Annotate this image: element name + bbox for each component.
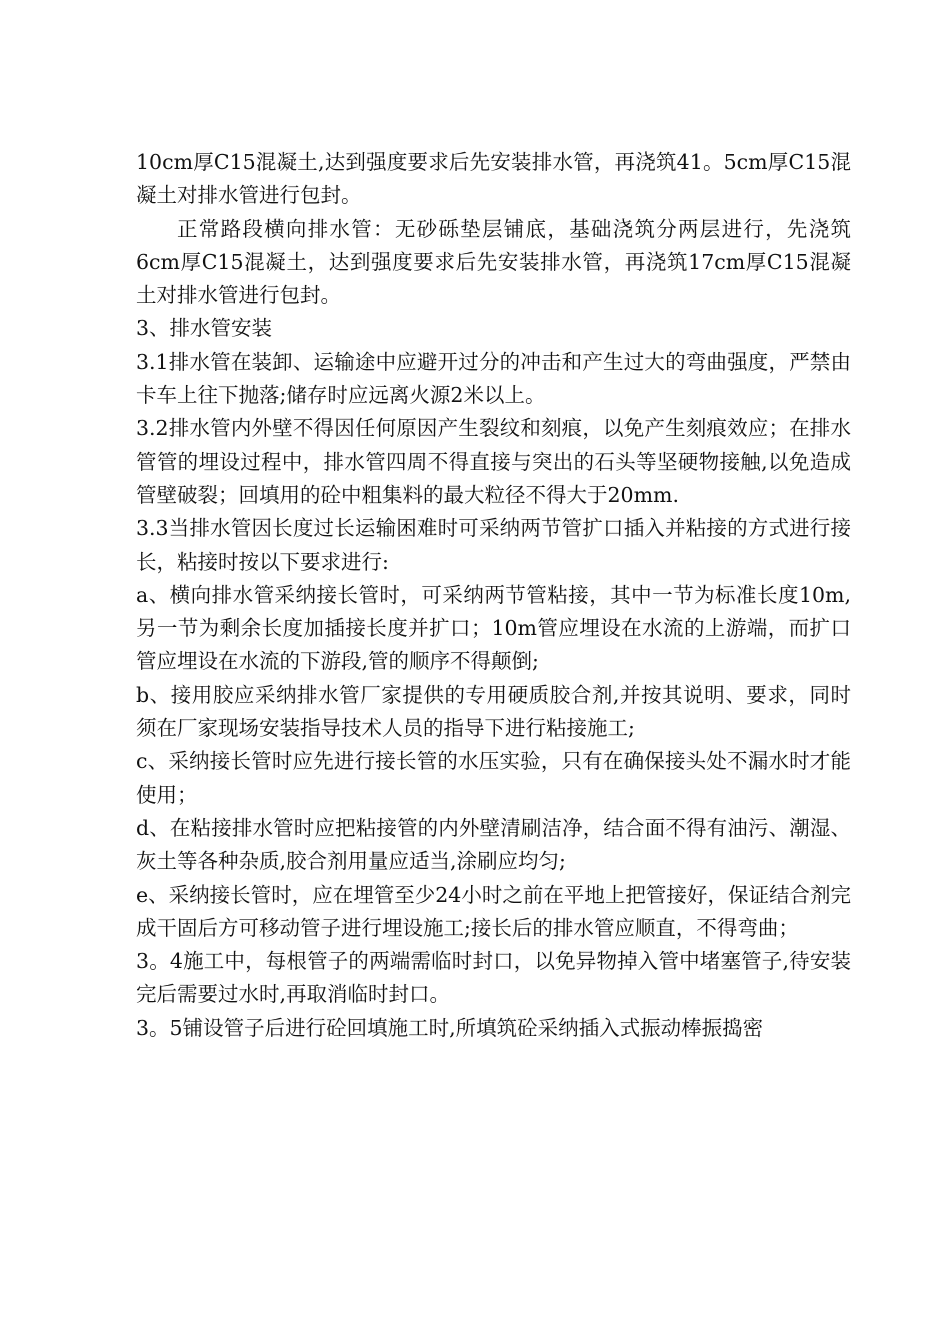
list-item-e: e、采纳接长管时，应在埋管至少24小时之前在平地上把管接好，保证结合剂完成干固后方可移动管子进行埋设施工;接长后的排水管应顺直，不得弯曲； xyxy=(136,882,851,940)
paragraph-1: 10cm厚C15混凝土,达到强度要求后先安装排水管，再浇筑41。5cm厚C15混凝土对排水管进行包封。 xyxy=(136,150,851,208)
section-heading-3: 3、排水管安装 xyxy=(136,316,273,341)
document-body xyxy=(136,146,851,1045)
paragraph-2: 正常路段横向排水管：无砂砾垫层铺底，基础浇筑分两层进行，先浇筑6cm厚C15混凝土，达到强度要求后先安装排水管，再浇筑17cm厚C15混凝土对排水管进行包封。 xyxy=(136,216,851,308)
list-item-d: d、在粘接排水管时应把粘接管的内外壁清刷洁净，结合面不得有油污、潮湿、灰土等各种杂质,胶合剂用量应适当,涂刷应均匀; xyxy=(136,815,851,874)
paragraph-3-5: 3。5铺设管子后进行砼回填施工时,所填筑砼采纳插入式振动棒振捣密 xyxy=(136,1015,764,1040)
list-item-c: c、采纳接长管时应先进行接长管的水压实验，只有在确保接头处不漏水时才能使用； xyxy=(136,749,851,807)
paragraph-3-3: 3.3当排水管因长度过长运输困难时可采纳两节管扩口插入并粘接的方式进行接长，粘接时按以下要求进行: xyxy=(136,516,851,574)
list-item-a: a、横向排水管采纳接长管时，可采纳两节管粘接，其中一节为标准长度10m,另一节为剩余长度加插接长度并扩口；10m管应埋设在水流的上游端，而扩口管应埋设在水流的下游段,管的顺序不得颠倒; xyxy=(136,582,851,674)
paragraph-3-4: 3。4施工中，每根管子的两端需临时封口，以免异物掉入管中堵塞管子,待安装完后需要过水时,再取消临时封口。 xyxy=(136,949,851,1007)
paragraph-3-2: 3.2排水管内外壁不得因任何原因产生裂纹和刻痕，以免产生刻痕效应；在排水管管的埋设过程中，排水管四周不得直接与突出的石头等坚硬物接触,以免造成管壁破裂；回填用的砼中粗集料的最大粒径不得大于20mm. xyxy=(136,416,851,507)
paragraph-3-1: 3.1排水管在装卸、运输途中应避开过分的冲击和产生过大的弯曲强度，严禁由卡车上往下抛落;储存时应远离火源2米以上。 xyxy=(136,349,851,408)
list-item-b: b、接用胶应采纳排水管厂家提供的专用硬质胶合剂,并按其说明、要求，同时须在厂家现场安装指导技术人员的指导下进行粘接施工; xyxy=(136,682,851,741)
